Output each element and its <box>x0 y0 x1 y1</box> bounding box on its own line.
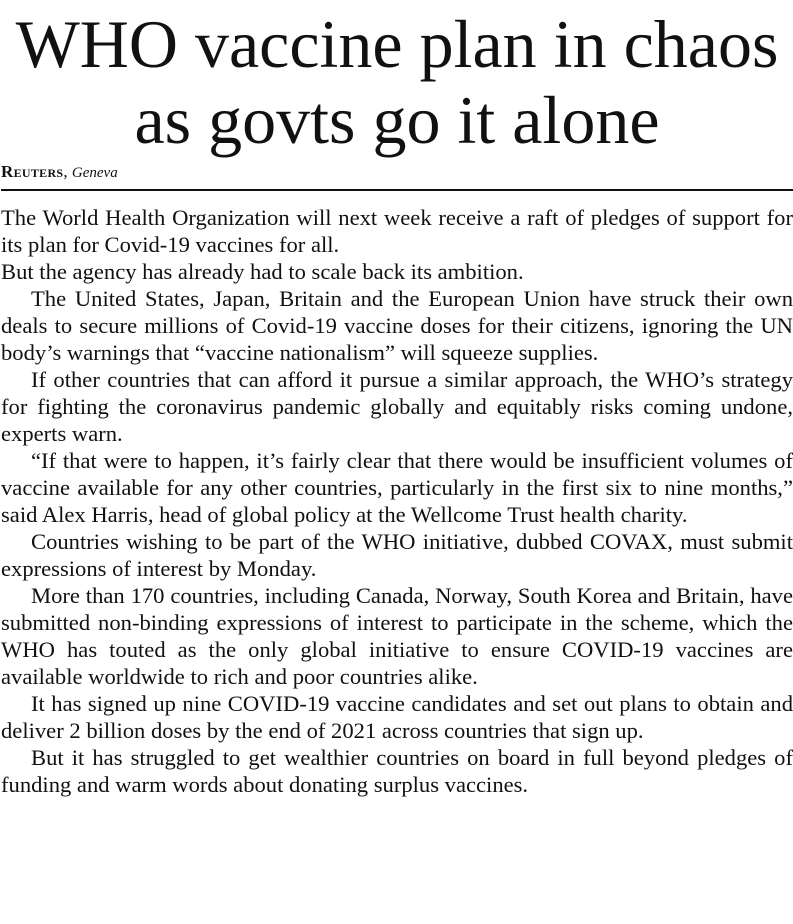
paragraph: It has signed up nine COVID-19 vaccine candidates and set out plans to obtain and deliver 2 billion doses by the end of 2021 across countries that sign up. <box>1 691 793 743</box>
paragraph: But it has struggled to get wealthier countries on board in full beyond pledges of funding and warm words about donating surplus vaccines. <box>1 745 793 797</box>
paragraph: The United States, Japan, Britain and the European Union have struck their own deals to secure millions of Covid-19 vaccine doses for their citizens, ignoring the UN body’s warnings that “vaccine nationalism” will squeeze supplies. <box>1 286 793 365</box>
paragraph: But the agency has already had to scale back its ambition. <box>1 259 524 284</box>
paragraph: The World Health Organization will next week receive a raft of pledges of support for its plan for Covid-19 vaccines for all. <box>1 205 793 257</box>
byline-separator: , <box>63 162 68 181</box>
paragraph: Countries wishing to be part of the WHO initiative, dubbed COVAX, must submit expressions of interest by Monday. <box>1 529 793 581</box>
byline-divider <box>1 189 793 191</box>
article-body <box>1 204 793 798</box>
paragraph: More than 170 countries, including Canada, Norway, South Korea and Britain, have submitted non-binding expressions of interest to participate in the scheme, which the WHO has touted as the only global initiative to ensure COVID-19 vaccines are available worldwide to rich and poor countries alike. <box>1 583 793 689</box>
byline <box>1 162 793 183</box>
byline-agency: Reuters <box>1 162 64 181</box>
paragraph: If other countries that can afford it pursue a similar approach, the WHO’s strategy for fighting the coronavirus pandemic globally and equitably risks coming undone, experts warn. <box>1 367 793 446</box>
byline-location: Geneva <box>71 165 118 181</box>
paragraph: “If that were to happen, it’s fairly clear that there would be insufficient volumes of vaccine available for any other countries, particularly in the first six to nine months,” said Alex Harris, head of global policy at the Wellcome Trust health charity. <box>1 448 793 527</box>
article-headline: WHO vaccine plan in chaos as govts go it alone <box>15 6 779 158</box>
